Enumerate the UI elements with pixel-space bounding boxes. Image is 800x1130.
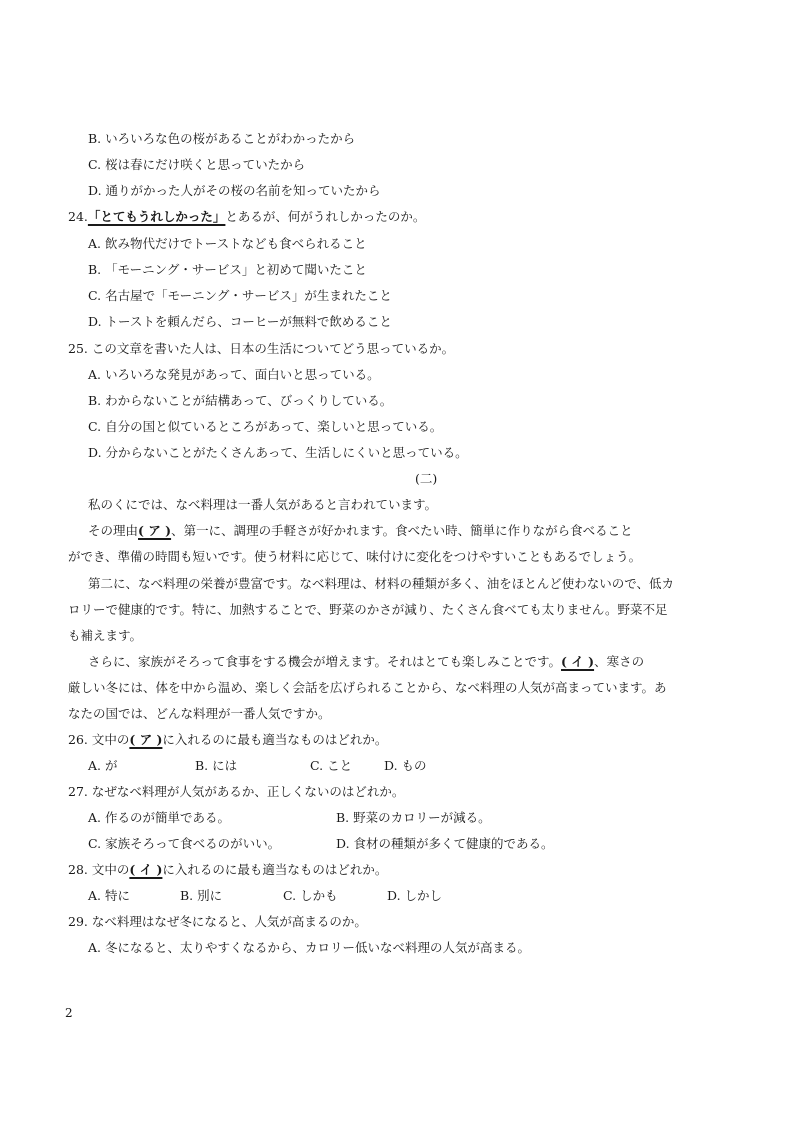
q24-quote: 「とてもうれしかった」 <box>87 209 226 224</box>
q27-option-a: A. 作るのが簡単である。 <box>88 810 230 825</box>
q26-post: に入れるのに最も適当なものはどれか。 <box>162 732 388 747</box>
q28-option-c: C. しかも <box>283 888 338 903</box>
q25-option-b: B. わからないことが結構あって、びっくりしている。 <box>88 393 393 408</box>
q23-option-b: B. いろいろな色の桜があることがわかったから <box>88 131 356 146</box>
q27-option-d: D. 食材の種類が多くて健康的である。 <box>336 836 554 851</box>
q24-option-c: C. 名古屋で「モーニング・サービス」が生まれたこと <box>88 288 392 303</box>
passage-p4-line3: なたの国では、どんな料理が一番人気ですか。 <box>68 706 331 721</box>
section-title: (二) <box>415 471 438 486</box>
q23-option-c: C. 桜は春にだけ咲くと思っていたから <box>88 157 306 172</box>
q24-option-b: B. 「モーニング・サービス」と初めて聞いたこと <box>88 262 367 277</box>
passage-p3-line2: ロリーで健康的です。特に、加熱することで、野菜のかさが減り、たくさん食べても太りません。野菜不足 <box>68 602 668 617</box>
q24-rest: とあるが、何がうれしかったのか。 <box>225 209 426 224</box>
passage-p4-line1 <box>88 654 644 670</box>
passage-p1: 私のくにでは、なべ料理は一番人気があると言われています。 <box>88 497 438 512</box>
q25-option-d: D. 分からないことがたくさんあって、生活しにくいと思っている。 <box>88 445 468 460</box>
q25-option-c: C. 自分の国と似ているところがあって、楽しいと思っている。 <box>88 419 443 434</box>
q25-option-a: A. いろいろな発見があって、面白いと思っている。 <box>88 367 380 382</box>
passage-p2-pre: その理由 <box>88 523 139 538</box>
q28-option-b: B. 別に <box>180 888 223 903</box>
q29-stem: 29. なべ料理はなぜ冬になると、人気が高まるのか。 <box>68 914 367 929</box>
passage-p4-post: 、寒さの <box>594 654 645 669</box>
q26-option-b: B. には <box>195 758 238 773</box>
q27-option-c: C. 家族そろって食べるのがいい。 <box>88 836 281 851</box>
q27-stem: 27. なぜなべ料理が人気があるか、正しくないのはどれか。 <box>68 784 405 799</box>
blank-i: ( イ ) <box>561 654 595 669</box>
passage-p2-line2: ができ、準備の時間も短いです。使う材料に応じて、味付けに変化をつけやすいこともあるでしょう。 <box>68 549 642 564</box>
passage-p3-line1: 第二に、なべ料理の栄養が豊富です。なべ料理は、材料の種類が多く、油をほとんど使わないので、低カ <box>88 576 675 591</box>
q28-stem <box>68 862 387 878</box>
passage-p2-post: 、第一に、調理の手軽さが好かれます。食べたい時、簡単に作りながら食べること <box>171 523 633 538</box>
q26-blank: ( ア ) <box>129 732 163 747</box>
q23-option-d: D. 通りがかった人がその桜の名前を知っていたから <box>88 183 381 198</box>
q28-option-a: A. 特に <box>88 888 130 903</box>
q26-stem <box>68 732 387 748</box>
q25-stem: 25. この文章を書いた人は、日本の生活についてどう思っているか。 <box>68 341 455 356</box>
q26-option-c: C. こと <box>310 758 353 773</box>
passage-p4-line2: 厳しい冬には、体を中から温め、楽しく会話を広げられることから、なべ料理の人気が高まっています。あ <box>68 680 667 695</box>
passage-p2-line1 <box>88 523 633 539</box>
q24-option-a: A. 飲み物代だけでトーストなども食べられること <box>88 236 367 251</box>
q28-blank: ( イ ) <box>129 862 163 877</box>
passage-p4-pre: さらに、家族がそろって食事をする機会が増えます。それはとても楽しみことです。 <box>88 654 562 669</box>
q24-number: 24. <box>68 209 88 224</box>
q28-option-d: D. しかし <box>387 888 443 903</box>
blank-a: ( ア ) <box>138 523 172 538</box>
q26-option-a: A. が <box>88 758 118 773</box>
q27-option-b: B. 野菜のカロリーが減る。 <box>336 810 491 825</box>
q24-option-d: D. トーストを頼んだら、コーヒーが無料で飲めること <box>88 314 392 329</box>
q26-option-d: D. もの <box>384 758 427 773</box>
q26-pre: 26. 文中の <box>68 732 130 747</box>
q28-pre: 28. 文中の <box>68 862 130 877</box>
q29-option-a: A. 冬になると、太りやすくなるから、カロリー低いなべ料理の人気が高まる。 <box>88 940 530 955</box>
page-number: 2 <box>65 1006 73 1020</box>
q28-post: に入れるのに最も適当なものはどれか。 <box>162 862 388 877</box>
q24-stem <box>68 209 425 225</box>
passage-p3-line3: も補えます。 <box>68 628 143 643</box>
